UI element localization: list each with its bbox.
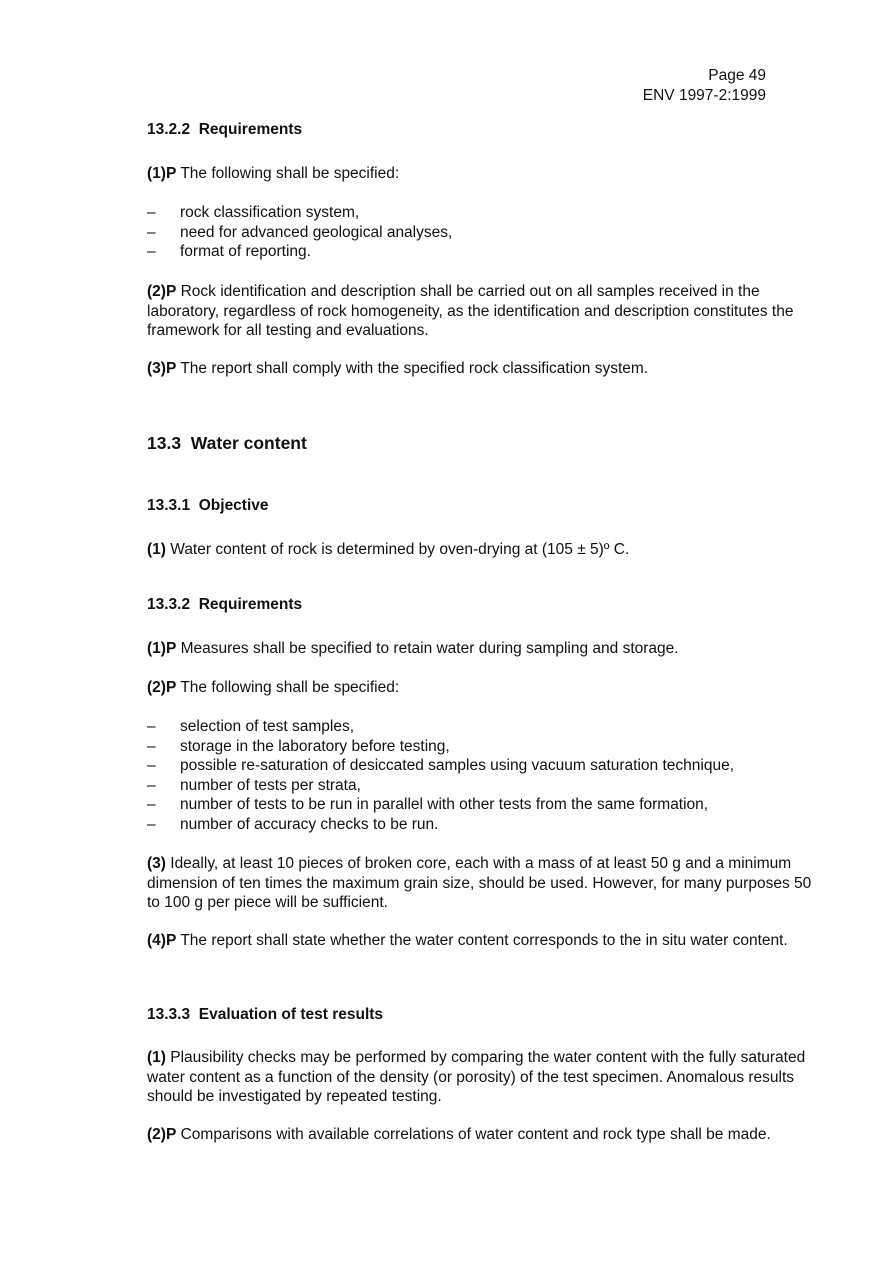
paragraph-13-3-1-1: (1) Water content of rock is determined by oven-drying at (105 ± 5)º C.	[147, 541, 630, 558]
list-item: – number of accuracy checks to be run.	[147, 815, 439, 833]
paragraph-13-2-2-2: (2)P Rock identification and description shall be carried out on all samples received in the laboratory, regardless of rock homogeneity, as the identification and description constitutes the framework for all testing and evaluations.	[147, 283, 794, 339]
list-item: – format of reporting.	[147, 243, 311, 260]
list-item: – number of tests to be run in parallel with other tests from the same formation,	[147, 796, 709, 813]
list-item: – need for advanced geological analyses,	[147, 223, 453, 241]
paragraph-13-3-2-1: (1)P Measures shall be specified to retain water during sampling and storage.	[147, 640, 679, 657]
paragraph-13-2-2-3: (3)P The report shall comply with the specified rock classification system.	[147, 360, 649, 377]
paragraph-13-3-2-2: (2)P The following shall be specified:	[147, 679, 400, 696]
heading-13-3-2: 13.3.2 Requirements	[147, 596, 303, 613]
heading-13-3-3: 13.3.3 Evaluation of test results	[147, 1006, 384, 1023]
heading-13-3-1: 13.3.1 Objective	[147, 497, 269, 514]
heading-13-2-2: 13.2.2 Requirements	[147, 121, 303, 138]
list-item: – possible re-saturation of desiccated samples using vacuum saturation technique,	[147, 757, 735, 774]
heading-13-3: 13.3 Water content	[147, 433, 307, 453]
page-header	[643, 66, 766, 106]
list-item: – number of tests per strata,	[147, 776, 361, 794]
document-id: ENV 1997-2:1999	[642, 87, 766, 104]
paragraph-13-3-2-3: (3) Ideally, at least 10 pieces of broken core, each with a mass of at least 50 g and a minimum dimension of ten times the maximum grain size, should be used. However, for many purposes 50 to 100 g per piece will be sufficient.	[147, 855, 812, 911]
paragraph-13-3-3-2: (2)P Comparisons with available correlations of water content and rock type shall be made.	[147, 1126, 771, 1143]
page-number: Page 49	[708, 67, 766, 84]
list-13-2-2	[147, 203, 812, 262]
paragraph-13-3-2-4: (4)P The report shall state whether the water content corresponds to the in situ water content.	[147, 932, 788, 949]
paragraph-13-3-3-1: (1) Plausibility checks may be performed by comparing the water content with the fully saturated water content as a function of the density (or porosity) of the test specimen. Anomalous results should be investigated by repeated testing.	[147, 1049, 806, 1105]
list-item: – selection of test samples,	[147, 718, 355, 735]
paragraph-13-2-2-1: (1)P The following shall be specified:	[147, 165, 400, 182]
list-13-3-2	[147, 717, 812, 834]
list-item: – rock classification system,	[147, 204, 360, 221]
list-item: – storage in the laboratory before testing,	[147, 737, 450, 755]
